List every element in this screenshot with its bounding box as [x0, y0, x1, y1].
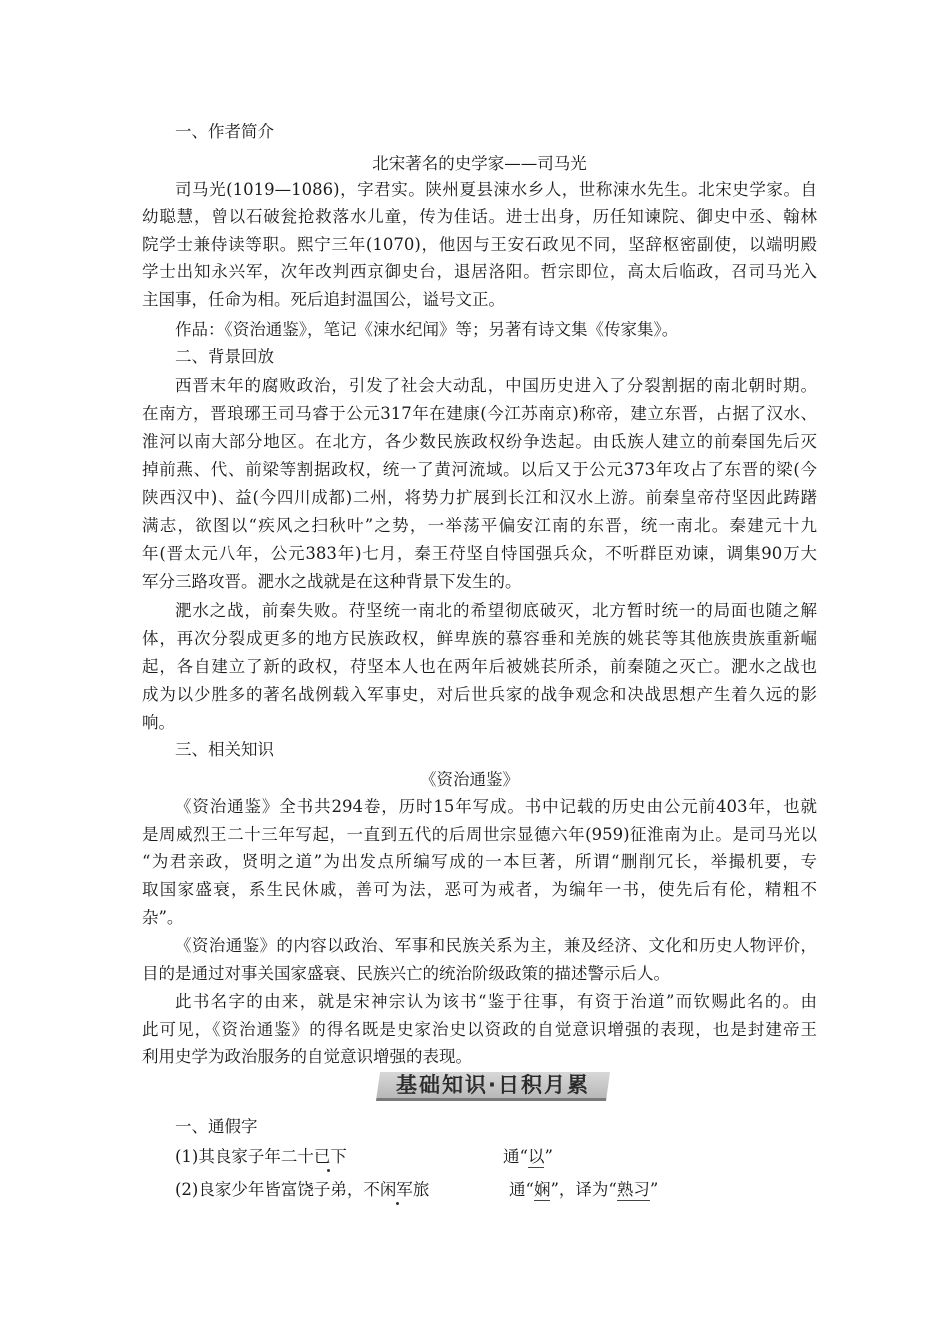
- note-text: ”，译为“: [550, 1180, 617, 1199]
- paragraph-line: 幼聪慧，曾以石破瓮抢救落水儿童，传为佳话。进士出身，历任知谏院、御史中丞、翰林: [142, 207, 817, 226]
- note-text: 通“: [509, 1180, 534, 1199]
- paragraph-line: 院学士兼侍读等职。熙宁三年(1070)，他因与王安石政见不同，坚辞枢密副使，以端明殿: [142, 235, 817, 254]
- emphasis-dot: [396, 1202, 399, 1205]
- paragraph-line: 起，各自建立了新的政权，苻坚本人也在两年后被姚苌所杀，前秦随之灭亡。淝水之战也: [142, 657, 817, 676]
- paragraph-line: 杂”。: [142, 908, 184, 927]
- paragraph-line: 掉前燕、代、前梁等割据政权，统一了黄河流域。以后又于公元373年攻占了东晋的梁(今: [142, 460, 817, 479]
- note-text: ”: [544, 1147, 553, 1166]
- emphasis-dot: [327, 1169, 330, 1172]
- section-banner: [378, 1066, 608, 1102]
- paragraph-line: 响。: [142, 713, 175, 732]
- note-text: ”: [649, 1180, 659, 1199]
- book-subtitle: 《资治通鉴》: [420, 770, 519, 789]
- paragraph-line: 主国事，任命为相。死后追封温国公，谥号文正。: [142, 290, 505, 309]
- paragraph-line: 司马光(1019—1086)，字君实。陕州夏县涑水乡人，世称涑水先生。北宋史学家。自: [175, 180, 817, 199]
- note-char: 娴: [533, 1180, 551, 1199]
- paragraph-line: 在南方，晋琅琊王司马睿于公元317年在建康(今江苏南京)称帝，建立东晋，占据了汉水、: [142, 404, 817, 423]
- note-char: 以: [527, 1147, 545, 1166]
- paragraph-line: 此可见，《资治通鉴》的得名既是史家治史以资政的自觉意识增强的表现，也是封建帝王: [142, 1020, 817, 1039]
- paragraph-line: “为君亲政，贤明之道”为出发点所编写成的一本巨著，所谓“删削冗长，举撮机要，专: [142, 852, 817, 871]
- paragraph-line: 是周威烈王二十三年写起，一直到五代的后周世宗显德六年(959)征淮南为止。是司马光以: [142, 825, 817, 844]
- paragraph-line: 陕西汉中)、益(今四川成都)二州，将势力扩展到长江和汉水上游。前秦皇帝苻坚因此踌躇: [142, 488, 817, 507]
- note-text: 通“: [503, 1147, 528, 1166]
- note-word: 熟习: [616, 1180, 650, 1199]
- paragraph-line: 取国家盛衰，系生民休戚，善可为法，恶可为戒者，为编年一书，使先后有伦，精粗不: [142, 880, 817, 899]
- paragraph-line: 淮河以南大部分地区。在北方，各少数民族政权纷争迭起。由氐族人建立的前秦国先后灭: [142, 432, 817, 451]
- paragraph-line: 军分三路攻晋。淝水之战就是在这种背景下发生的。: [142, 572, 522, 591]
- works-line: 作品：《资治通鉴》，笔记《涑水纪闻》等；另著有诗文集《传家集》。: [175, 320, 679, 339]
- tongjia-note-1: [503, 1147, 703, 1167]
- section-heading-author: 一、作者简介: [175, 122, 274, 141]
- tongjia-item-1: (1)其良家子年二十已下: [175, 1147, 347, 1166]
- section-heading-background: 二、背景回放: [175, 347, 274, 366]
- banner-title: 基础知识·日积月累: [396, 1073, 590, 1097]
- paragraph-line: 西晋末年的腐败政治，引发了社会大动乱，中国历史进入了分裂割据的南北朝时期。: [175, 376, 817, 395]
- paragraph-line: 《资治通鉴》的内容以政治、军事和民族关系为主，兼及经济、文化和历史人物评价，: [175, 936, 817, 955]
- section-heading-knowledge: 三、相关知识: [175, 740, 274, 759]
- author-subtitle: 北宋著名的史学家——司马光: [372, 154, 587, 173]
- paragraph-line: 满志，欲图以“疾风之扫秋叶”之势，一举荡平偏安江南的东晋，统一南北。秦建元十九: [142, 516, 817, 535]
- tongjia-item-2: (2)良家少年皆富饶子弟，不闲军旅: [175, 1180, 430, 1199]
- tongjia-note-2: [509, 1180, 759, 1200]
- paragraph-line: 此书名字的由来，就是宋神宗认为该书“鉴于往事，有资于治道”而钦赐此名的。由: [175, 992, 817, 1011]
- paragraph-line: 淝水之战，前秦失败。苻坚统一南北的希望彻底破灭，北方暂时统一的局面也随之解: [175, 601, 817, 620]
- paragraph-line: 学士出知永兴军，次年改判西京御史台，退居洛阳。哲宗即位，高太后临政，召司马光入: [142, 262, 817, 281]
- section-heading-tongjia: 一、通假字: [175, 1117, 258, 1136]
- paragraph-line: 目的是通过对事关国家盛衰、民族兴亡的统治阶级政策的描述警示后人。: [142, 964, 670, 983]
- paragraph-line: 成为以少胜多的著名战例载入军事史，对后世兵家的战争观念和决战思想产生着久远的影: [142, 685, 817, 704]
- paragraph-line: 年(晋太元八年，公元383年)七月，秦王苻坚自恃国强兵众，不听群臣劝谏，调集90万大: [142, 544, 817, 563]
- paragraph-line: 体，再次分裂成更多的地方民族政权，鲜卑族的慕容垂和羌族的姚苌等其他族贵族重新崛: [142, 629, 817, 648]
- paragraph-line: 利用史学为政治服务的自觉意识增强的表现。: [142, 1047, 472, 1066]
- paragraph-line: 《资治通鉴》全书共294卷，历时15年写成。书中记载的历史由公元前403年，也就: [175, 797, 817, 816]
